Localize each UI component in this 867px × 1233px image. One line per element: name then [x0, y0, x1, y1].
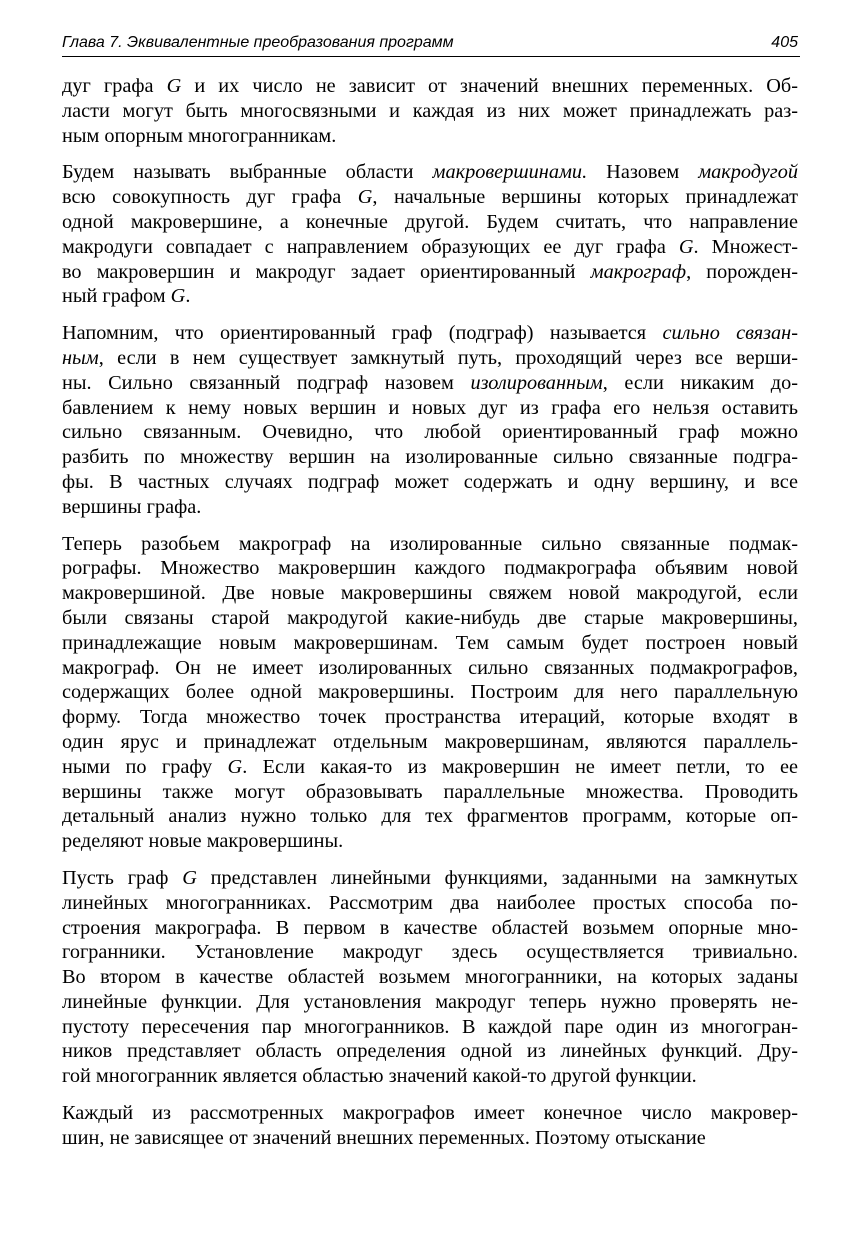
text-run: один ярус и принадлежат отдельным макровершинам, являются параллель-	[62, 730, 798, 753]
text-run: Пусть граф	[62, 866, 183, 889]
text-line	[62, 185, 798, 210]
text-run: макрограф. Он не имеет изолированных сильно связанных подмакрографов,	[62, 656, 798, 679]
text-run: , начальные вершины которых принадлежат	[372, 186, 798, 209]
paragraph	[62, 1101, 798, 1151]
paragraph	[62, 74, 798, 148]
italic-term: G	[357, 186, 373, 209]
text-line	[62, 235, 798, 260]
italic-term: макродугой	[698, 161, 798, 184]
text-line	[62, 940, 798, 965]
text-line	[62, 1101, 798, 1126]
text-line	[62, 99, 798, 124]
text-run: макродуги совпадает с направлением образующих ее дуг графа	[62, 235, 679, 258]
text-line	[62, 680, 798, 705]
italic-term: сильно связан-	[662, 322, 798, 345]
italic-term: G	[182, 866, 197, 889]
text-line	[62, 1015, 798, 1040]
chapter-title: Глава 7. Эквивалентные преобразования программ	[62, 34, 454, 51]
text-line	[62, 990, 798, 1015]
paragraph	[62, 866, 798, 1089]
text-run: ласти могут быть многосвязными и каждая из них может принадлежать раз-	[62, 99, 798, 122]
text-line	[62, 260, 798, 285]
text-line	[62, 891, 798, 916]
text-run: разбить по множеству вершин на изолированные сильно связанные подгра-	[62, 446, 798, 469]
text-run: принадлежащие новым макровершинам. Тем самым будет построен новый	[62, 631, 798, 654]
text-line	[62, 656, 798, 681]
text-line	[62, 124, 798, 149]
text-line	[62, 1126, 798, 1151]
italic-term: G	[227, 755, 243, 778]
text-run: во макровершин и макродуг задает ориентированный	[62, 260, 591, 283]
text-run: линейных многогранниках. Рассмотрим два наиболее простых способа по-	[62, 891, 798, 914]
text-run: рографы. Множество макровершин каждого подмакрографа объявим новой	[62, 557, 798, 580]
text-run: , если никаким до-	[602, 371, 798, 394]
text-run: Каждый из рассмотренных макрографов имеет конечное число макровер-	[62, 1102, 798, 1125]
text-run: Теперь разобьем макрограф на изолированные сильно связанные подмак-	[62, 532, 798, 555]
text-line	[62, 532, 798, 557]
text-run: детальный анализ нужно только для тех фрагментов программ, которые оп-	[62, 805, 798, 828]
italic-term: ным	[62, 346, 99, 369]
text-run: ный графом	[62, 285, 171, 308]
italic-term: G	[170, 285, 186, 308]
text-line	[62, 755, 798, 780]
text-run: шин, не зависящее от значений внешних переменных. Поэтому отыскание	[62, 1126, 706, 1149]
text-run: , порожден-	[686, 260, 798, 283]
text-run: вершины графа.	[62, 495, 202, 518]
page-number: 405	[771, 34, 798, 51]
text-run: пустоту пересечения пар многогранников. В каждой паре один из многогран-	[62, 1015, 798, 1038]
text-run: ределяют новые макровершины.	[62, 830, 344, 853]
text-line	[62, 606, 798, 631]
text-run: форму. Тогда множество точек пространства итераций, которые входят в	[62, 706, 798, 729]
text-run: линейные функции. Для установления макродуг теперь нужно проверять не-	[62, 990, 798, 1013]
text-line	[62, 470, 798, 495]
text-line	[62, 321, 798, 346]
text-line	[62, 1064, 798, 1089]
text-line	[62, 730, 798, 755]
italic-term: макровершинами.	[432, 161, 588, 184]
text-run: Напомним, что ориентированный граф (подграф) называется	[62, 322, 663, 345]
text-run: строения макрографа. В первом в качестве областей возьмем опорные мно-	[62, 916, 798, 939]
text-line	[62, 829, 798, 854]
text-line	[62, 705, 798, 730]
text-line	[62, 780, 798, 805]
text-line	[62, 396, 798, 421]
text-run: представлен линейными функциями, заданными на замкнутых	[196, 866, 798, 889]
italic-term: изолированным	[470, 371, 603, 394]
text-run: ным опорным многогранникам.	[62, 124, 337, 147]
text-line	[62, 631, 798, 656]
text-run: содержащих более одной макровершины. Построим для него параллельную	[62, 681, 798, 704]
italic-term: G	[678, 235, 694, 258]
text-line	[62, 445, 798, 470]
text-line	[62, 284, 798, 309]
running-header	[62, 30, 800, 57]
text-run: Во втором в качестве областей возьмем многогранники, на которых заданы	[62, 966, 798, 989]
text-line	[62, 160, 798, 185]
text-run: одной макровершине, а конечные другой. Будем считать, что направление	[62, 210, 798, 233]
text-run: Будем называть выбранные области	[62, 161, 433, 184]
text-run: всю совокупность дуг графа	[62, 186, 358, 209]
text-line	[62, 581, 798, 606]
text-run: были связаны старой макродугой какие-нибудь две старые макровершины,	[62, 606, 798, 629]
text-line	[62, 916, 798, 941]
text-run: ны. Сильно связанный подграф назовем	[62, 371, 471, 394]
text-line	[62, 1039, 798, 1064]
text-line	[62, 210, 798, 235]
text-run: бавлением к нему новых вершин и новых дуг из графа его нельзя оставить	[62, 396, 798, 419]
text-line	[62, 420, 798, 445]
text-run: макровершиной. Две новые макровершины свяжем новой макродугой, если	[62, 582, 798, 605]
text-run: ников представляет область определения одной из линейных функций. Дру-	[62, 1040, 798, 1063]
text-run: , если в нем существует замкнутый путь, проходящий через все верши-	[98, 346, 798, 369]
italic-term: G	[166, 75, 182, 97]
text-run: ными по графу	[62, 755, 228, 778]
text-run: .	[185, 285, 191, 308]
paragraph	[62, 160, 798, 309]
paragraph	[62, 321, 798, 519]
text-line	[62, 965, 798, 990]
text-run: . Если какая-то из макровершин не имеет петли, то ее	[242, 755, 798, 778]
italic-term: макрограф	[590, 260, 687, 283]
text-run: гогранники. Установление макродуг здесь осуществляется тривиально.	[62, 941, 798, 964]
text-line	[62, 556, 798, 581]
text-line	[62, 495, 798, 520]
text-run: и их число не зависит от значений внешних переменных. Об-	[181, 75, 798, 97]
text-run: дуг графа	[62, 75, 167, 97]
text-run: Назовем	[587, 161, 699, 184]
text-run: фы. В частных случаях подграф может содержать и одну вершину, и все	[62, 470, 798, 493]
text-line	[62, 74, 798, 99]
text-line	[62, 804, 798, 829]
text-run: сильно связанным. Очевидно, что любой ориентированный граф можно	[62, 421, 798, 444]
text-line	[62, 346, 798, 371]
text-run: гой многогранник является областью значений какой-то другой функции.	[62, 1065, 697, 1088]
paragraph	[62, 532, 798, 854]
text-line	[62, 371, 798, 396]
text-line	[62, 866, 798, 891]
text-run: вершины также могут образовывать параллельные множества. Проводить	[62, 780, 798, 803]
text-run: . Множест-	[693, 235, 798, 258]
page-body	[62, 74, 798, 1163]
